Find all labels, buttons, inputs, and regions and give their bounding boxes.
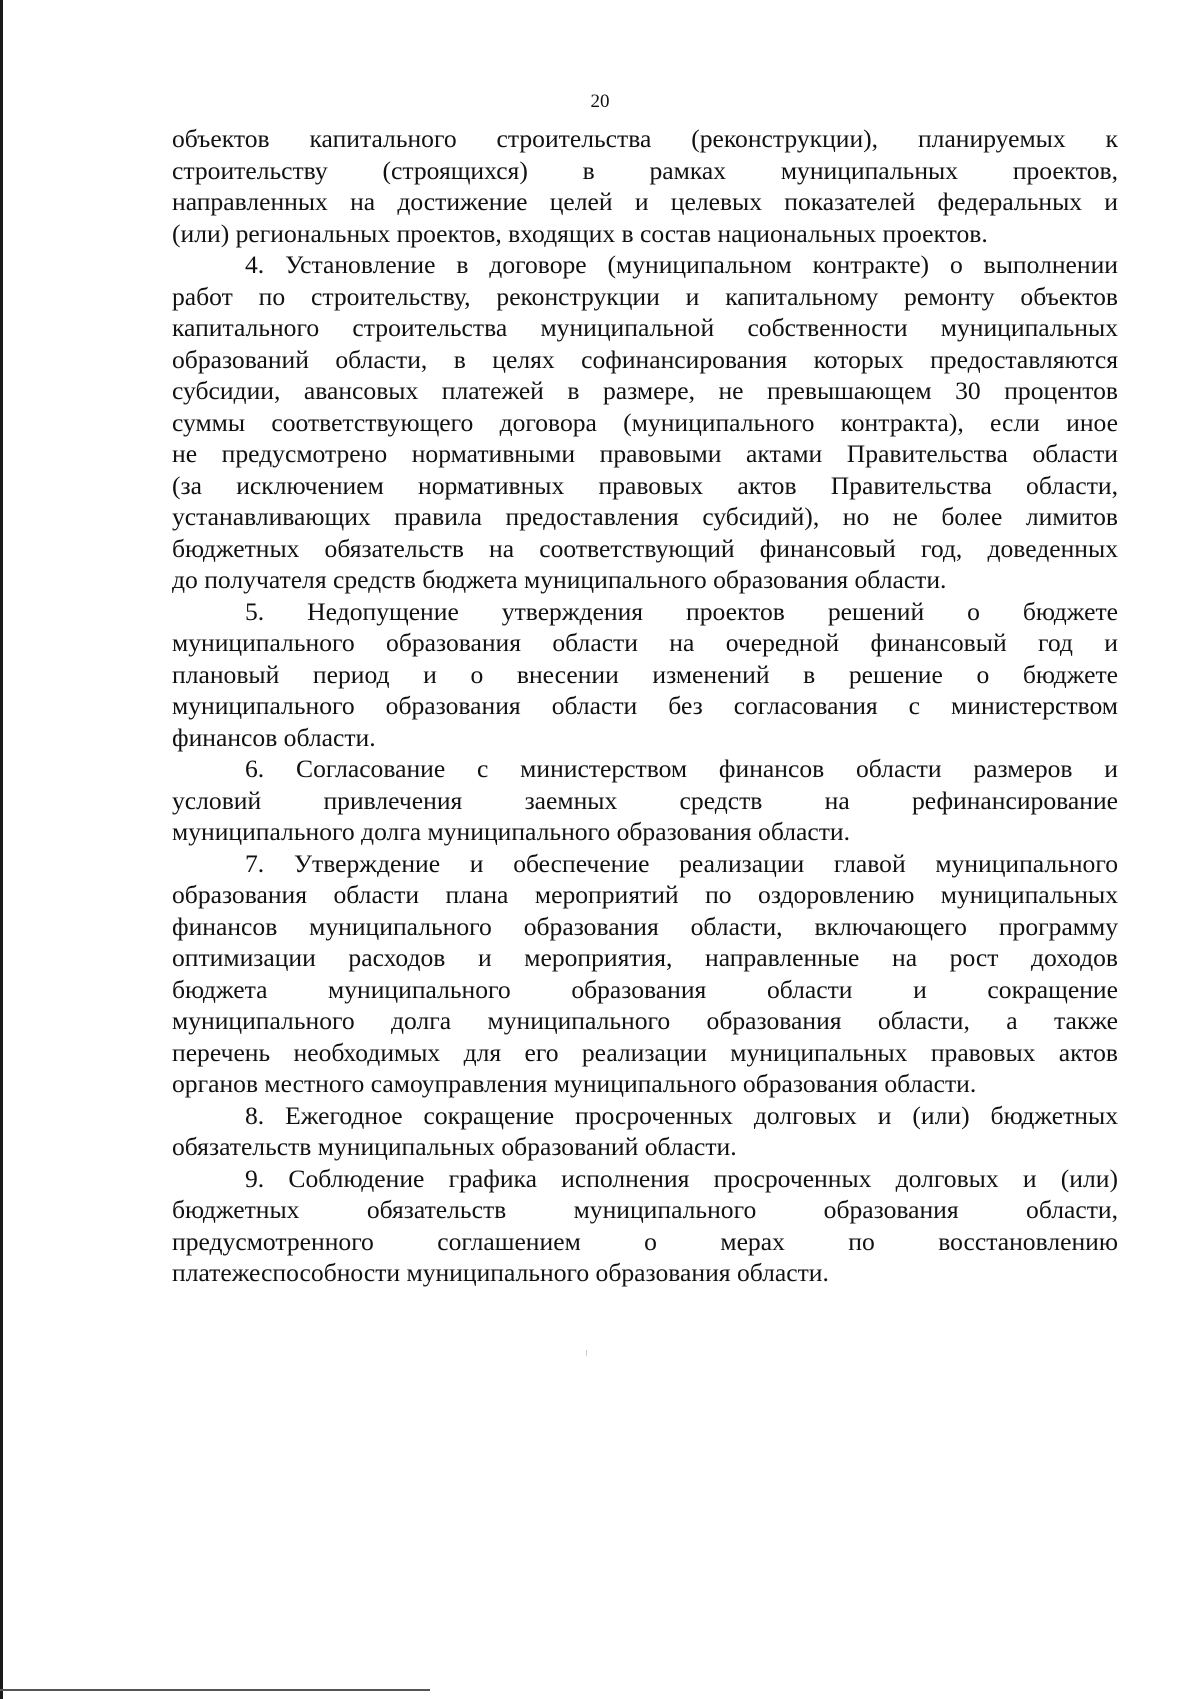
- paragraph-item-5: [172, 596, 1118, 754]
- text-line: перечень необходимых для его реализации муниципальных правовых актов: [172, 1037, 1118, 1067]
- text-line: органов местного самоуправления муниципального образования области.: [172, 1069, 977, 1098]
- paragraph-item-4: [172, 249, 1118, 596]
- text-line: образования области плана мероприятий по оздоровлению муниципальных: [172, 880, 1118, 909]
- text-line: 9. Соблюдение графика исполнения просроченных долговых и (или): [245, 1163, 1118, 1193]
- text-line: 5. Недопущение утверждения проектов решений о бюджете: [245, 596, 1118, 626]
- text-line: (за исключением нормативных правовых актов Правительства области,: [172, 470, 1118, 500]
- text-line: 8. Ежегодное сокращение просроченных долговых и (или) бюджетных: [245, 1100, 1118, 1130]
- text-line: 7. Утверждение и обеспечение реализации главой муниципального: [245, 848, 1118, 878]
- page-number: 20: [590, 91, 610, 112]
- document-body: [172, 123, 1118, 1289]
- text-line: финансов муниципального образования области, включающего программу: [172, 911, 1118, 941]
- scan-edge-bottom: [0, 1689, 430, 1691]
- paragraph-item-8: [172, 1100, 1118, 1163]
- text-line: 4. Установление в договоре (муниципальном контракте) о выполнении: [245, 250, 1118, 279]
- text-line: образований области, в целях софинансирования которых предоставляются: [172, 344, 1118, 374]
- text-line: субсидии, авансовых платежей в размере, не превышающем 30 процентов: [172, 376, 1118, 405]
- text-line: до получателя средств бюджета муниципального образования области.: [172, 565, 947, 594]
- text-line: муниципального образования области на очередной финансовый год и: [172, 628, 1118, 657]
- text-line: капитального строительства муниципальной собственности муниципальных: [172, 313, 1118, 342]
- paragraph-item-6: [172, 753, 1118, 848]
- text-line: 6. Согласование с министерством финансов области размеров и: [245, 754, 1118, 783]
- scan-artifact: [586, 1350, 587, 1356]
- text-line: (или) региональных проектов, входящих в состав национальных проектов.: [172, 218, 988, 248]
- text-line: бюджетных обязательств на соответствующий финансовый год, доведенных: [172, 533, 1118, 563]
- paragraph-continuation: [172, 123, 1118, 249]
- text-line: строительству (строящихся) в рамках муниципальных проектов,: [172, 155, 1118, 185]
- text-line: муниципального долга муниципального образования области.: [172, 817, 850, 846]
- paragraph-item-7: [172, 848, 1118, 1100]
- text-line: муниципального долга муниципального образования области, а также: [172, 1006, 1118, 1035]
- text-line: суммы соответствующего договора (муниципального контракта), если иное: [172, 407, 1118, 437]
- text-line: плановый период и о внесении изменений в решение о бюджете: [172, 659, 1118, 689]
- text-line: не предусмотрено нормативными правовыми актами Правительства области: [172, 439, 1118, 468]
- text-line: оптимизации расходов и мероприятия, направленные на рост доходов: [172, 943, 1118, 972]
- text-line: обязательств муниципальных образований области.: [172, 1132, 737, 1161]
- text-line: муниципального образования области без согласования с министерством: [172, 691, 1118, 720]
- text-line: условий привлечения заемных средств на рефинансирование: [172, 785, 1118, 815]
- text-line: бюджета муниципального образования области и сокращение: [172, 974, 1118, 1004]
- text-line: предусмотренного соглашением о мерах по восстановлению: [172, 1226, 1118, 1256]
- text-line: работ по строительству, реконструкции и капитальному ремонту объектов: [172, 281, 1118, 311]
- scan-edge-left: [0, 0, 3, 1699]
- text-line: направленных на достижение целей и целевых показателей федеральных и: [172, 187, 1118, 216]
- paragraph-item-9: [172, 1163, 1118, 1289]
- text-line: устанавливающих правила предоставления субсидий), но не более лимитов: [172, 502, 1118, 531]
- text-line: финансов области.: [172, 722, 376, 752]
- text-line: платежеспособности муниципального образования области.: [172, 1258, 829, 1287]
- text-line: объектов капитального строительства (реконструкции), планируемых к: [172, 124, 1118, 153]
- text-line: бюджетных обязательств муниципального образования области,: [172, 1195, 1118, 1224]
